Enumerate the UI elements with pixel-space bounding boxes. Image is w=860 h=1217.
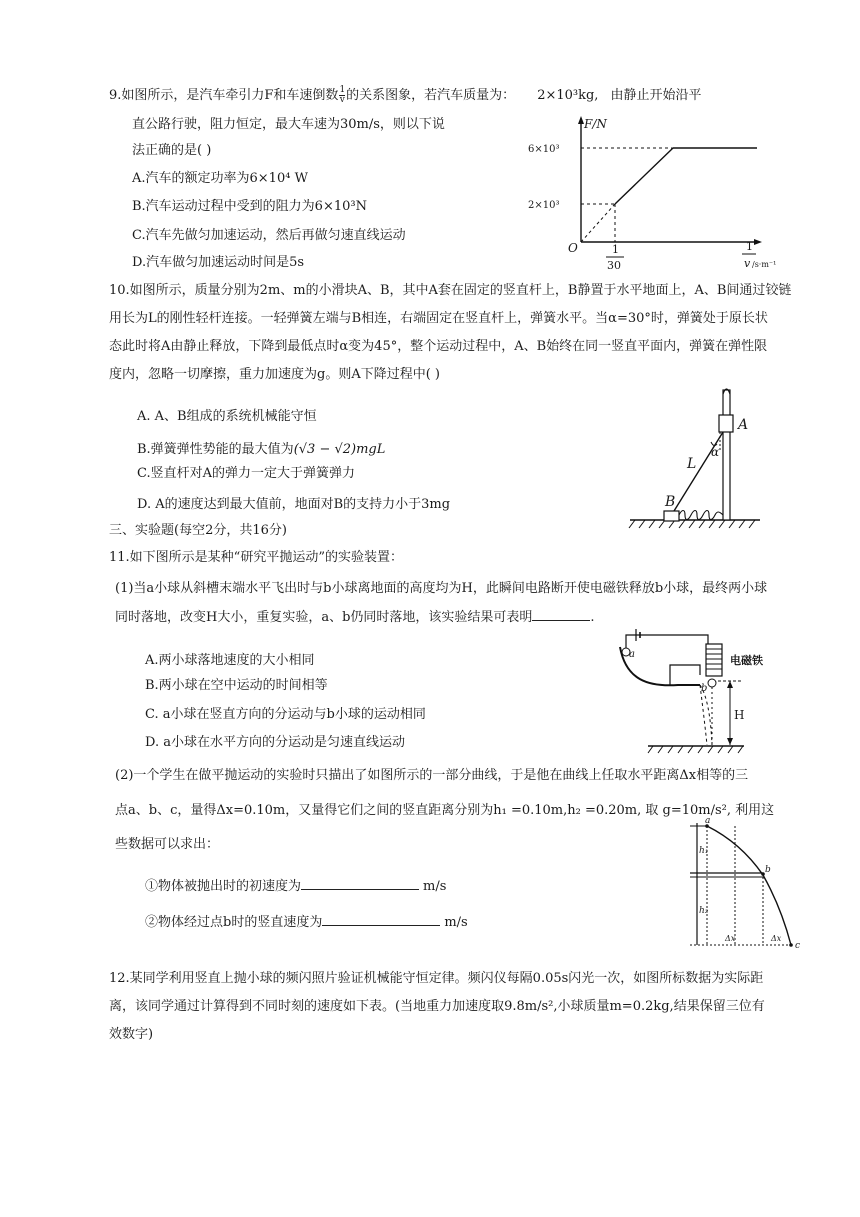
section-3-heading: 三、实验题(每空2分，共16分) [109,523,287,538]
q10-line1: 10.如图所示，质量分别为2m、m的小滑块A、B，其中A套在固定的竖直杆上，B静置于水平地面上，A、B间通过铰链 [109,283,792,298]
q9-frac-num: 1 [339,85,346,95]
q11-p2-line3: 些数据可以求出： [115,837,220,852]
q10-line3: 态此时将A由静止释放，下降到最低点时α变为45°，整个运动过程中，A、B始终在同一竖直平面内，弹簧在弹性限 [109,339,768,354]
graph-origin: O [568,241,578,255]
q11-item2 [145,914,468,932]
q9-line3: 法正确的是( ) [132,143,212,158]
q11-option-c: C. a小球在竖直方向的分运动与b小球的运动相同 [145,707,426,722]
q10-option-c: C.竖直杆对A的弹力一定大于弹簧弹力 [137,466,356,481]
fig10-label-alpha: α [711,445,720,459]
fig11b-label-h2: h₂ [699,906,709,916]
q11-p1-line2 [115,609,595,627]
q9-mass: 2×10³kg, [537,88,599,103]
fig11b-label-b: b [765,865,771,875]
graph-y-label: F/N [584,117,607,131]
q11-item1 [145,878,446,896]
q10-option-b-text: B.弹簧弹性势能的最大值为 [137,442,294,457]
fig11b-label-c: c [795,941,801,951]
q9-inline-fraction [339,86,345,105]
q10-line2: 用长为L的刚性轻杆连接。一轻弹簧左端与B相连，右端固定在竖直杆上，弹簧水平。当α=30°时，弹簧处于原长状 [109,311,768,326]
q11-item1-text: ①物体被抛出时的初速度为 [145,879,302,894]
q10-rod-spring-figure [625,382,765,534]
q11-p1-line1: (1)当a小球从斜槽末端水平飞出时与b小球离地面的高度均为H，此瞬间电路断开使电磁铁释放b小球，最终两小球 [115,581,768,596]
fig11-label-a: a [629,649,635,660]
q11-vertical-velocity-blank[interactable] [322,925,440,926]
q9-option-a: A.汽车的额定功率为6×10⁴ W [132,171,308,186]
q12-line1: 12.某同学利用竖直上抛小球的频闪照片验证机械能守恒定律。频闪仪每隔0.05s闪光一次，如图所标数据为实际距 [109,971,764,986]
graph-x-label-den: v [744,257,751,270]
graph-x-tick-num: 1 [612,243,619,256]
q10-option-b [137,441,385,459]
q12-line3: 效数字) [109,1027,154,1042]
q11-p1-line2-end: . [590,610,595,625]
q9-option-b: B.汽车运动过程中受到的阻力为6×10³N [132,199,367,214]
graph-x-label-num: 1 [746,240,753,253]
q11-option-a: A.两小球落地速度的大小相同 [145,653,315,668]
q11-item2-unit: m/s [444,915,468,930]
q9-line1-c: 由静止开始沿平 [610,88,702,103]
q9-option-c: C.汽车先做匀加速运动，然后再做匀速直线运动 [132,228,406,243]
graph-y-tick-low: 2×10³ [528,200,560,211]
q11-item1-unit: m/s [423,879,447,894]
q9-line1-a: 9.如图所示，是汽车牵引力F和车速倒数 [109,88,339,103]
fig11b-label-a: a [705,816,711,826]
q11-answer-blank[interactable] [532,620,590,621]
q11-p1-line2-text: 同时落地，改变H大小，重复实验，a、b仍同时落地，该实验结果可表明 [115,610,533,625]
q11-p2-line1: (2)一个学生在做平抛运动的实验时只描出了如图所示的一部分曲线，于是他在曲线上任取水平距离Δx相等的三 [115,768,749,783]
q11-item2-text: ②物体经过点b时的竖直速度为 [145,915,323,930]
q11-p2-line2: 点a、b、c，量得Δx=0.10m，又量得它们之间的竖直距离分别为h₁ =0.10m,h₂ =0.20m, 取 g=10m/s², 利用这 [115,803,775,818]
fig10-label-a: A [738,417,749,433]
q10-option-b-math: (√3 − √2)mgL [293,442,386,457]
graph-y-tick-high: 6×10³ [528,144,560,155]
fig11-magnet-label: 电磁铁 [730,654,763,667]
fig11b-label-dx2: Δx [771,934,782,943]
q9-line1 [109,86,701,105]
fig11-label-b: b [701,683,708,694]
q9-option-d: D.汽车做匀加速运动时间是5s [132,255,305,270]
q9-frac-den: v [339,95,345,105]
fig11b-label-dx1: Δx [725,934,736,943]
q10-option-d: D. A的速度达到最大值前，地面对B的支持力小于3mg [137,497,451,512]
q11-initial-velocity-blank[interactable] [301,889,419,890]
q11-option-d: D. a小球在水平方向的分运动是匀速直线运动 [145,735,405,750]
q9-force-graph [520,112,790,277]
fig11-label-h: H [734,708,745,722]
fig11b-label-h1: h₁ [699,846,709,856]
q10-line4: 度内，忽略一切摩擦，重力加速度为g。则A下降过程中( ) [109,367,440,382]
q11-option-b: B.两小球在空中运动的时间相等 [145,678,328,693]
q11-apparatus-figure [608,625,788,760]
graph-x-tick-den: 30 [607,259,621,272]
q9-line1-b: 的关系图象，若汽车质量为： [346,88,516,103]
graph-x-label-unit: /s·m⁻¹ [752,260,777,269]
q12-line2: 离，该同学通过计算得到不同时刻的速度如下表。(当地重力加速度取9.8m/s²,小球质量m=0.2kg,结果保留三位有 [109,999,765,1014]
q9-line2: 直公路行驶，阻力恒定，最大车速为30m/s，则以下说 [132,117,445,132]
fig10-label-l: L [687,456,697,472]
fig10-label-b: B [665,494,676,510]
q11-intro: 11.如下图所示是某种“研究平抛运动”的实验装置： [109,550,403,565]
q11-trajectory-figure [685,817,810,952]
q10-option-a: A. A、B组成的系统机械能守恒 [137,409,317,424]
